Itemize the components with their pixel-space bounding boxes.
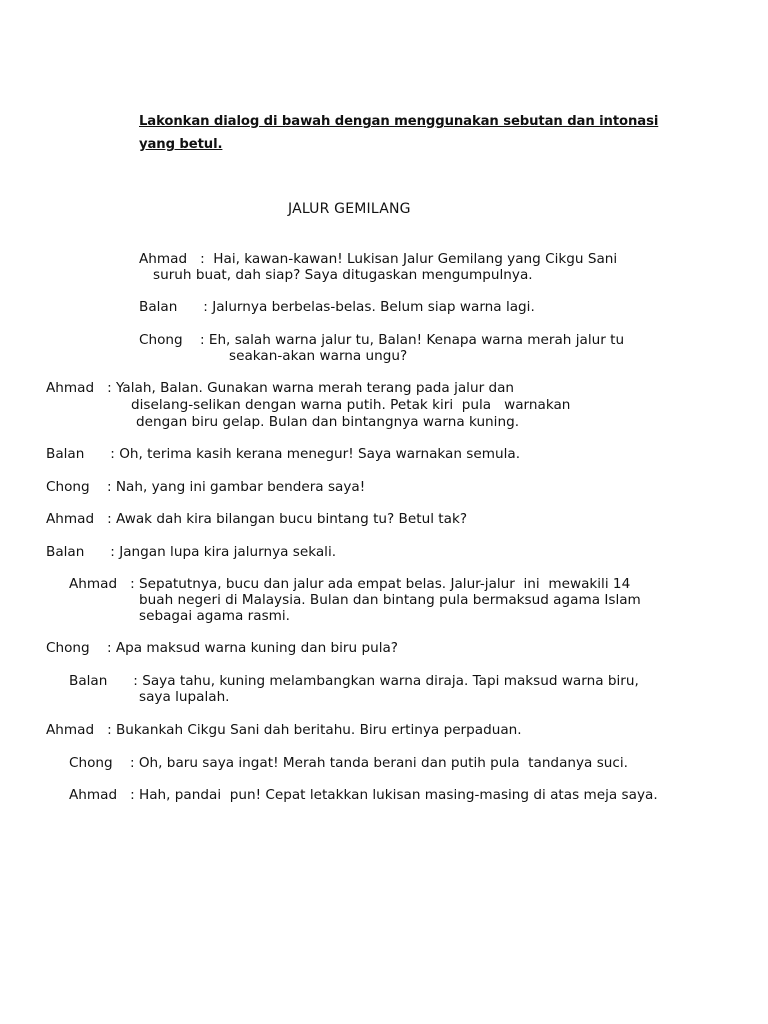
dialogue-line: Chong : Eh, salah warna jalur tu, Balan! Kenapa warna merah jalur tu xyxy=(139,332,625,348)
dialogue-line: seakan-akan warna ungu? xyxy=(229,348,408,364)
dialogue-line: Chong : Oh, baru saya ingat! Merah tanda berani dan putih pula tandanya suci. xyxy=(69,755,628,771)
dialogue-line: Ahmad : Hai, kawan-kawan! Lukisan Jalur Gemilang yang Cikgu Sani xyxy=(139,251,618,267)
dialogue-line: Ahmad : Awak dah kira bilangan bucu bintang tu? Betul tak? xyxy=(46,511,468,527)
instruction-text: Lakonkan dialog di bawah dengan menggunakan sebutan dan intonasi yang betul. xyxy=(139,114,659,152)
dialogue-line: saya lupalah. xyxy=(139,689,230,705)
dialogue-line: Ahmad : Sepatutnya, bucu dan jalur ada empat belas. Jalur-jalur ini mewakili 14 xyxy=(69,576,631,592)
dialogue-line: diselang-selikan dengan warna putih. Petak kiri pula warnakan xyxy=(131,397,571,413)
dialogue-line: Balan : Oh, terima kasih kerana menegur! Saya warnakan semula. xyxy=(46,446,521,462)
dialogue-line: Balan : Jangan lupa kira jalurnya sekali. xyxy=(46,544,337,560)
dialogue-line: Balan : Jalurnya berbelas-belas. Belum siap warna lagi. xyxy=(139,299,535,315)
dialogue-line: Chong : Nah, yang ini gambar bendera saya! xyxy=(46,479,366,495)
dialogue-line: Chong : Apa maksud warna kuning dan biru pula? xyxy=(46,640,399,656)
dialogue-line: Balan : Saya tahu, kuning melambangkan warna diraja. Tapi maksud warna biru, xyxy=(69,673,639,689)
dialogue-line: sebagai agama rasmi. xyxy=(139,608,290,624)
dialogue-line: buah negeri di Malaysia. Bulan dan bintang pula bermaksud agama Islam xyxy=(139,592,641,608)
dialogue-line: Ahmad : Bukankah Cikgu Sani dah beritahu. Biru ertinya perpaduan. xyxy=(46,722,522,738)
dialogue-line: suruh buat, dah siap? Saya ditugaskan mengumpulnya. xyxy=(153,267,533,283)
dialogue-line: dengan biru gelap. Bulan dan bintangnya warna kuning. xyxy=(136,414,520,430)
dialogue-line: Ahmad : Yalah, Balan. Gunakan warna merah terang pada jalur dan xyxy=(46,380,515,396)
dialogue-line: Ahmad : Hah, pandai pun! Cepat letakkan lukisan masing-masing di atas meja saya. xyxy=(69,787,658,803)
page-title: JALUR GEMILANG xyxy=(288,201,411,217)
